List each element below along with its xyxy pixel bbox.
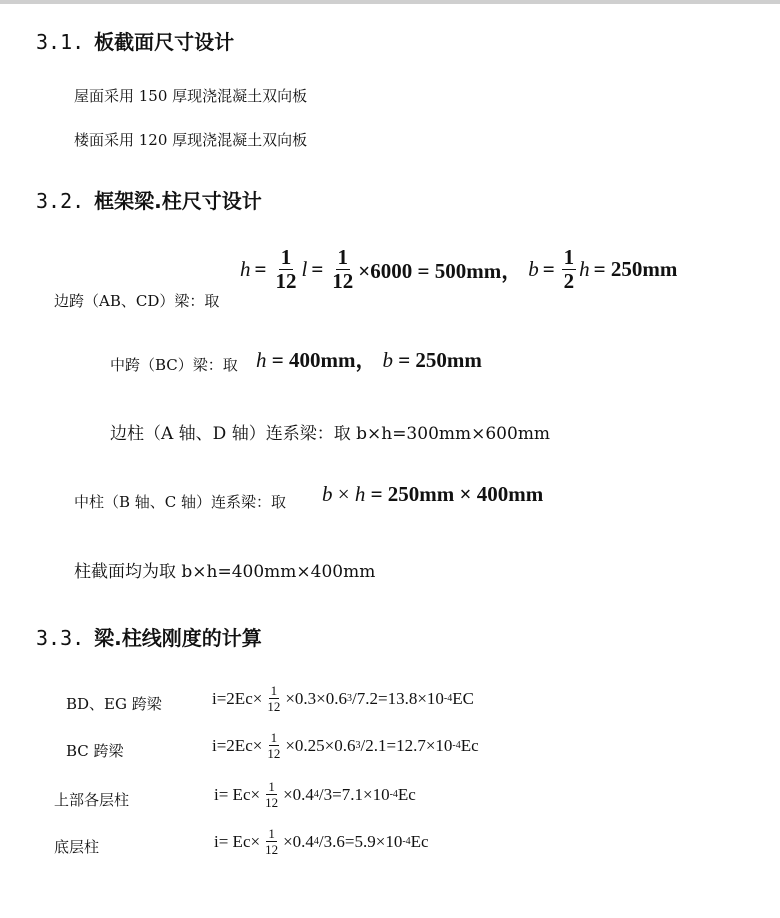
formula-middle: ×0.4 bbox=[283, 784, 314, 804]
mid-span-beam-label: 中跨（BC）梁：取 bbox=[110, 356, 238, 374]
stiffness-formula: i=2Ec× $\frac{1}{12}$ ×0.25×0.6 3 /2.1=12.7×10 -4 Ec bbox=[212, 730, 479, 761]
var-h: h bbox=[256, 348, 267, 372]
var-b: b bbox=[322, 482, 333, 506]
section-heading-3-2 bbox=[36, 185, 262, 214]
formula-unit: EC bbox=[452, 688, 474, 708]
section-number: 3.1. bbox=[36, 30, 85, 54]
stiffness-label: BC 跨梁 bbox=[66, 742, 124, 760]
formula-prefix: i= Ec× bbox=[214, 784, 261, 804]
section-heading-3-3 bbox=[36, 622, 262, 651]
fraction-1-12 bbox=[330, 247, 355, 292]
stiffness-label: 底层柱 bbox=[54, 838, 100, 856]
formula-result: /2.1=12.7×10 bbox=[360, 735, 453, 755]
formula-prefix: i= Ec× bbox=[214, 831, 261, 851]
stiffness-label: BD、EG 跨梁 bbox=[66, 695, 162, 713]
formula-unit: Ec bbox=[460, 735, 479, 755]
fraction-1-12 bbox=[265, 684, 282, 713]
edge-span-beam-label: 边跨（AB、CD）梁：取 bbox=[54, 292, 220, 310]
stiffness-label: 上部各层柱 bbox=[54, 791, 130, 809]
var-h: h bbox=[354, 482, 366, 506]
mid-span-beam-formula bbox=[256, 344, 482, 374]
var-h: h bbox=[240, 257, 251, 281]
value-text: = 400mm， bbox=[266, 348, 377, 372]
numerator: 1 bbox=[280, 245, 292, 269]
equals-sign: = bbox=[254, 257, 267, 281]
fraction-1-12 bbox=[265, 731, 282, 760]
formula-unit: Ec bbox=[410, 831, 429, 851]
denominator: 12 bbox=[267, 746, 281, 761]
stiffness-formula: i=2Ec× $\frac{1}{12}$ ×0.3×0.6 3 /7.2=13.8×10 -4 EC bbox=[212, 683, 474, 714]
mid-column-tie-beam-label: 中柱（B 轴、C 轴）连系梁：取 bbox=[74, 493, 287, 511]
section-title: 框架梁.柱尺寸设计 bbox=[94, 189, 262, 213]
section-heading-3-1 bbox=[36, 26, 234, 55]
section-title: 梁.柱线刚度的计算 bbox=[94, 626, 262, 650]
floor-slab-text: 楼面采用 120 厚现浇混凝土双向板 bbox=[74, 131, 308, 149]
section-number: 3.3. bbox=[36, 626, 85, 650]
numerator: 1 bbox=[337, 245, 349, 269]
edge-span-beam-formula bbox=[240, 247, 677, 292]
denominator: 2 bbox=[563, 269, 575, 293]
numerator: 1 bbox=[268, 826, 275, 841]
formula-result: /3=7.1×10 bbox=[318, 784, 390, 804]
stiffness-formula: i= Ec× $\frac{1}{12}$ ×0.4 4 /3=7.1×10 -4 Ec bbox=[214, 779, 416, 810]
var-h: h bbox=[579, 257, 590, 281]
numerator: 1 bbox=[268, 779, 275, 794]
formula-middle: ×0.4 bbox=[283, 831, 314, 851]
formula-middle: ×0.25×0.6 bbox=[285, 735, 356, 755]
var-b: b bbox=[528, 257, 539, 281]
section-title: 板截面尺寸设计 bbox=[94, 30, 235, 54]
denominator: 12 bbox=[267, 699, 281, 714]
value-text: = 250mm bbox=[593, 257, 678, 281]
var-l: l bbox=[301, 257, 308, 281]
fraction-1-12 bbox=[263, 827, 280, 856]
denominator: 12 bbox=[275, 269, 297, 293]
value-text: ×6000 = 500mm， bbox=[358, 258, 523, 283]
denominator: 12 bbox=[265, 795, 279, 810]
formula-result: /3.6=5.9×10 bbox=[318, 831, 403, 851]
fraction-1-12 bbox=[263, 780, 280, 809]
formula-prefix: i=2Ec× bbox=[212, 735, 263, 755]
value-text: = 250mm bbox=[392, 348, 482, 372]
roof-slab-text: 屋面采用 150 厚现浇混凝土双向板 bbox=[74, 87, 308, 105]
equals-sign: = bbox=[542, 257, 555, 281]
formula-result: /7.2=13.8×10 bbox=[352, 688, 444, 708]
times-sign: × bbox=[332, 482, 355, 506]
edge-column-tie-beam-text: 边柱（A 轴、D 轴）连系梁：取 b×h=300mm×600mm bbox=[110, 424, 551, 444]
var-b: b bbox=[382, 348, 393, 372]
section-number: 3.2. bbox=[36, 189, 85, 213]
fraction-1-2 bbox=[562, 247, 577, 292]
denominator: 12 bbox=[265, 842, 279, 857]
mid-column-tie-beam-formula bbox=[322, 482, 543, 507]
value-text: = 250mm × 400mm bbox=[365, 482, 544, 506]
numerator: 1 bbox=[270, 730, 278, 745]
fraction-1-12 bbox=[273, 247, 298, 292]
top-border bbox=[0, 0, 780, 4]
stiffness-formula: i= Ec× $\frac{1}{12}$ ×0.4 4 /3.6=5.9×10 -4 Ec bbox=[214, 826, 429, 857]
equals-sign: = bbox=[311, 257, 324, 281]
numerator: 1 bbox=[563, 245, 575, 269]
numerator: 1 bbox=[270, 683, 278, 698]
formula-unit: Ec bbox=[397, 784, 416, 804]
formula-middle: ×0.3×0.6 bbox=[285, 688, 348, 708]
denominator: 12 bbox=[332, 269, 354, 293]
column-section-text: 柱截面均为取 b×h=400mm×400mm bbox=[74, 562, 376, 582]
formula-prefix: i=2Ec× bbox=[212, 688, 263, 708]
